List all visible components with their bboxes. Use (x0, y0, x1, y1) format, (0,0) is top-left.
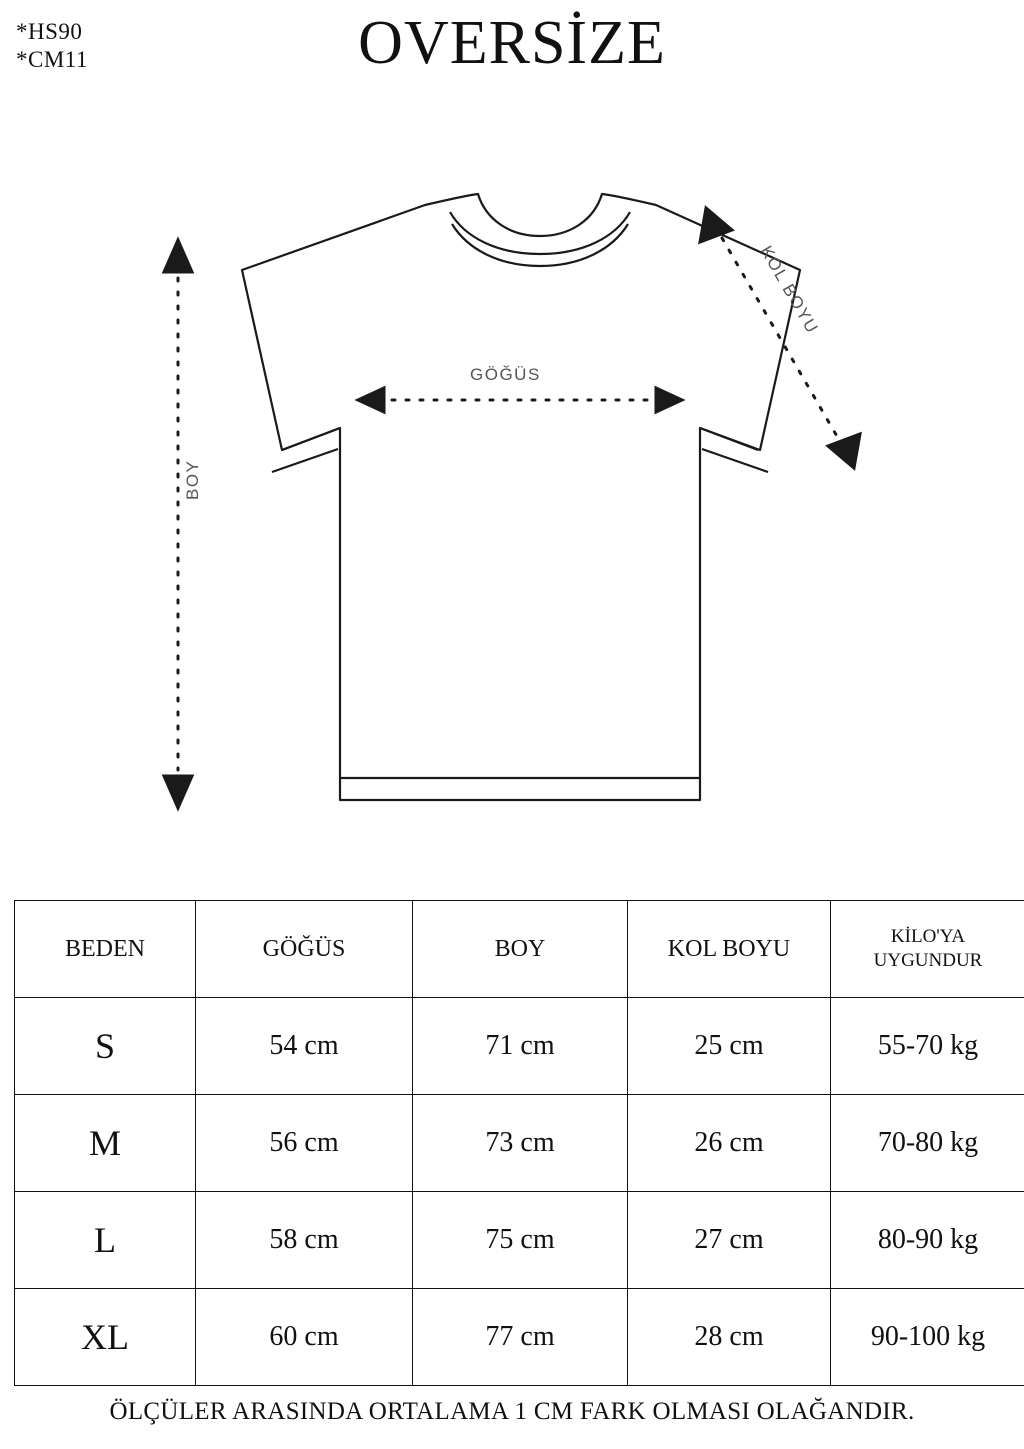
cell-boy: 73 cm (413, 1095, 628, 1192)
cell-beden: L (15, 1192, 196, 1289)
product-code-line-2: *CM11 (16, 47, 88, 73)
cell-kilo: 80-90 kg (831, 1192, 1024, 1289)
table-header-gogus: GÖĞÜS (196, 901, 413, 998)
table-header-kilo-line1: KİLO'YA (890, 926, 966, 948)
table-header-kol-boyu: KOL BOYU (628, 901, 831, 998)
size-diagram (0, 150, 1024, 890)
cell-beden: XL (15, 1289, 196, 1386)
double-arrow-horizontal-icon (358, 388, 682, 412)
cell-boy: 75 cm (413, 1192, 628, 1289)
footnote-text: ÖLÇÜLER ARASINDA ORTALAMA 1 CM FARK OLMASI OLAĞANDIR. (109, 1398, 915, 1425)
cell-kol-boyu: 25 cm (628, 998, 831, 1095)
size-table-container (14, 900, 1010, 1386)
table-header-kilo (831, 901, 1024, 998)
tshirt-outline-icon (242, 194, 800, 800)
double-arrow-diagonal-icon (700, 208, 860, 468)
double-arrow-vertical-icon (164, 240, 192, 808)
table-row (15, 998, 1024, 1095)
cell-boy: 71 cm (413, 998, 628, 1095)
cell-kilo: 55-70 kg (831, 998, 1024, 1095)
cell-beden: M (15, 1095, 196, 1192)
product-code-line-1: *HS90 (16, 19, 83, 44)
cell-gogus: 56 cm (196, 1095, 413, 1192)
length-label: BOY (183, 459, 202, 500)
table-header-kilo-line2: UYGUNDUR (873, 950, 983, 971)
chest-label: GÖĞÜS (470, 365, 541, 384)
cell-gogus: 54 cm (196, 998, 413, 1095)
cell-kol-boyu: 26 cm (628, 1095, 831, 1192)
cell-kilo: 90-100 kg (831, 1289, 1024, 1386)
table-row (15, 1192, 1024, 1289)
cell-kilo: 70-80 kg (831, 1095, 1024, 1192)
table-row (15, 1095, 1024, 1192)
sleeve-label: KOL BOYU (756, 242, 823, 338)
page-title: OVERSİZE (358, 9, 666, 77)
cell-gogus: 60 cm (196, 1289, 413, 1386)
size-table (14, 900, 1024, 1386)
table-row (15, 1289, 1024, 1386)
table-header-row (15, 901, 1024, 998)
cell-kol-boyu: 28 cm (628, 1289, 831, 1386)
cell-kol-boyu: 27 cm (628, 1192, 831, 1289)
table-header-beden: BEDEN (15, 901, 196, 998)
table-header-boy: BOY (413, 901, 628, 998)
cell-gogus: 58 cm (196, 1192, 413, 1289)
cell-boy: 77 cm (413, 1289, 628, 1386)
cell-beden: S (15, 998, 196, 1095)
